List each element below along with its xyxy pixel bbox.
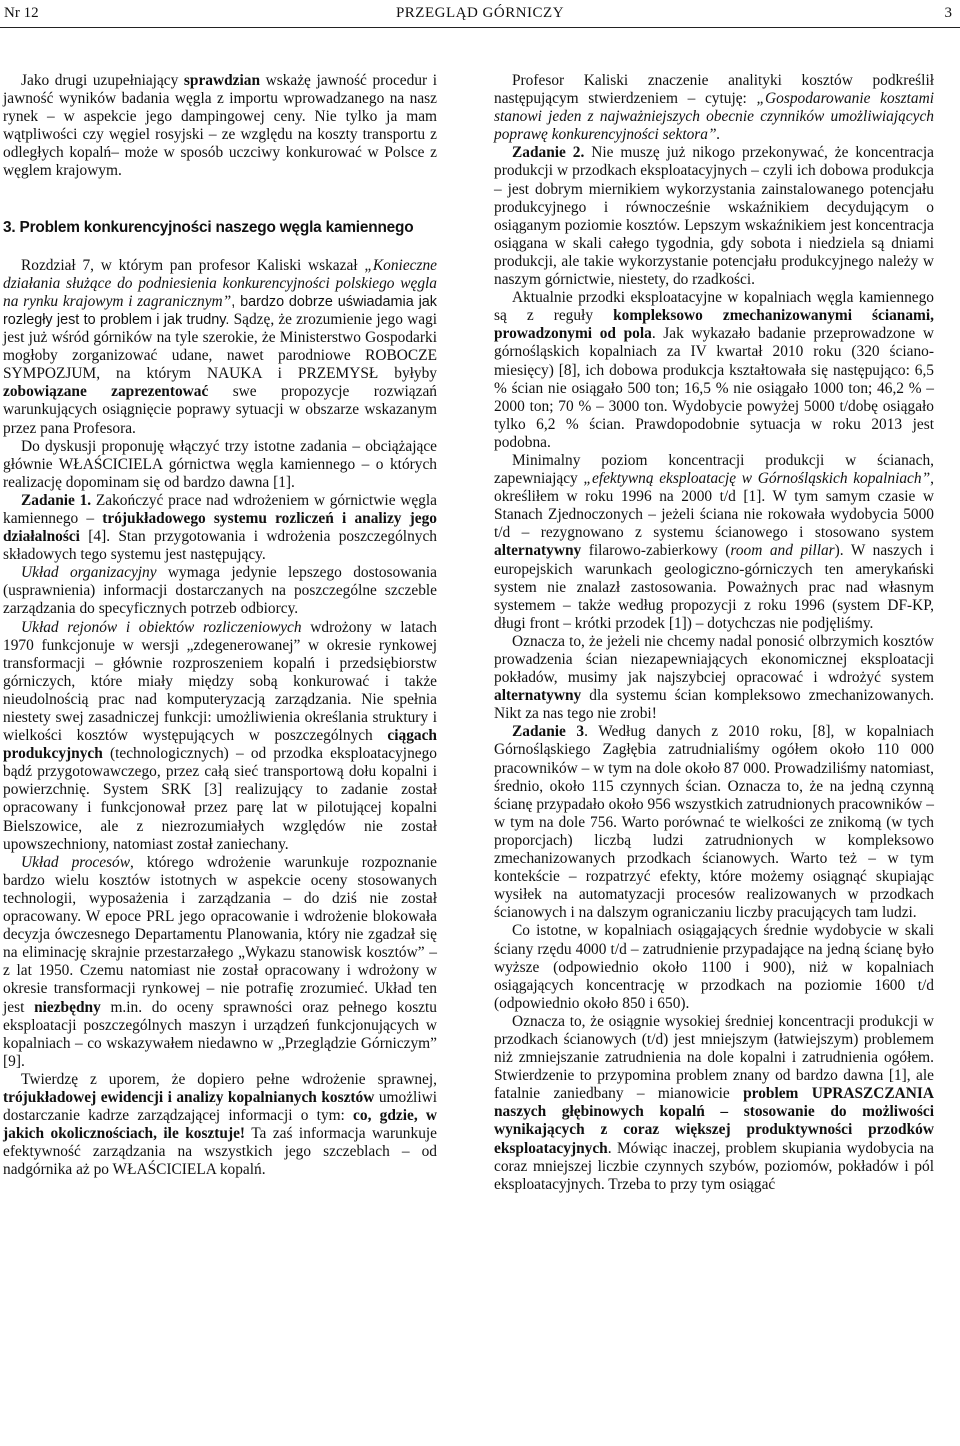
paragraph: Rozdział 7, w którym pan profesor Kaliski wskazał „Konieczne działania służące do podniesienia konkurencyjności polskiego węgla na rynku krajowym i zagranicznym”, bardzo dobrze uświadamia jak rozległy jest to problem i jak trudny. Sądzę, że zrozumienie jego wagi jest już wśród górników na tyle szerokie, że Ministerstwo Gospodarki mogłoby zorganizować udane, nawet parodniowe ROBOCZE SYMPOZJUM, na którym NAUKA i PRZEMYSŁ byłyby zobowiązane zaprezentować swe propozycje rozwiązań warunkujących osiągnięcie poprawy sytuacji w obszarze wskazanym przez pana Profesora. xyxy=(3,256,437,437)
page-number: 3 xyxy=(944,5,952,21)
paragraph: Twierdzę z uporem, że dopiero pełne wdrożenie sprawnej, trójukładowej ewidencji i analizy kopalnianych kosztów umożliwi dostarczanie kadrze zarządzającej informacji o tym: co, gdzie, w jakich okolicznościach, ile kosztuje! Ta zaś informacja warunkuje efektywność zarządzania na wszystkich jego szczeblach – od nadgórnika aż po WŁAŚCICIELA kopalń. xyxy=(3,1070,437,1179)
paragraph-task-2: Zadanie 2. Nie muszę już nikogo przekonywać, że koncentracja produkcji w przodkach eksploatacyjnych – czyli ich dobowa produkcja – jest dobrym miernikiem wykorzystania zainstalowanego potencjału produkcyjnego i równocześnie wskaźnikiem decydującym o osiąganym poziomie kosztów. Lepszym wskaźnikiem jest koncentracja osiągana w skali całego tygodnia, gdy sobota i niedziela są dniami produkcji, ale takie wykorzystanie potencjału produkcyjnego należy w naszym górnictwie, niestety, do rzadkości. xyxy=(494,144,934,289)
paragraph: Do dyskusji proponuję włączyć trzy istotne zadania – obciążające głównie WŁAŚCICIELA górnictwa węgla kamiennego – o których realizację dopominam się od bardzo dawna [1]. xyxy=(3,437,437,491)
paragraph: Układ rejonów i obiektów rozliczeniowych wdrożony w latach 1970 funkcjonuje w wersji „zdegenerowanej” w okresie rynkowej transformacji – głównie rozproszeniem kopalń i przedsiębiorstw górniczych, które miały między sobą konkurować i także nieudolnością prac nad komputeryzacją zarządzania. Nie spełnia niestety swej zasadniczej funkcji: umożliwienia określania struktury i wielkości kosztów występujących w poszczególnych ciągach produkcyjnych (technologicznych) – od przodka eksploatacyjnego bądź przygotowawczego, przez całą sieć transportową dołu kopalni i powierzchnię. System SRK [3] realizujący to zadanie został opracowany i funkcjonował przez parę lat w pilotującej kopalni Bielszowice, ale z niezrozumiałych względów nie został upowszechniony, natomiast został zaniechany. xyxy=(3,618,437,853)
paragraph-task-3: Zadanie 3. Według danych z 2010 roku, [8], w kopalniach Górnośląskiego Zagłębia zatrudnialiśmy ogółem około 110 000 pracowników – w tym na dole około 87 000. Prowadziliśmy natomiast, średnio, około 115 czynnych ścian. Oznacza to, że na jedną czynną ścianę przypadało około 956 wszystkich zatrudnionych pracowników – w tym na dole 756. Warto porównać te wielkości ze znikomą (w tych proporcjach) liczbą ludzi zatrudnionych w kompleksowo zmechanizowanych przodkach ścianowych. Warto też – w tym kontekście – rozpatrzyć efekty, które możemy osiągnąć skupiając wysiłek na automatyzacji procesów realizowanych w przodkach ścianowych i na dalszym ograniczaniu liczby pracujących tam ludzi. xyxy=(494,723,934,922)
paragraph: Co istotne, w kopalniach osiągających średnie wydobycie w skali ściany rzędu 4000 t/d – zatrudnienie przypadające na jedną ścianę było wyższe (odpowiednio około 1100 i 900), niż w kopalniach osiągających koncentrację w przodkach na poziomie 1600 t/d (odpowiednio około 850 i 650). xyxy=(494,922,934,1012)
paragraph: Oznacza to, że jeżeli nie chcemy nadal ponosić olbrzymich kosztów prowadzenia ścian niezapewniających ekonomicznej eksploatacji pokładów, musimy jak najszybciej opracować i wdrożyć system alternatywny dla systemu ścian kompleksowo zmechanizowanych. Nikt za nas tego nie zrobi! xyxy=(494,632,934,723)
left-column xyxy=(3,72,437,1179)
running-header xyxy=(0,0,960,28)
paragraph: Profesor Kaliski znaczenie analityki kosztów podkreślił następującym stwierdzeniem – cytuję: „Gospodarowanie kosztami stanowi jeden z najważniejszych obecnie czynników umożliwiających poprawę konkurencyjności sektora”. xyxy=(494,72,934,144)
paragraph: Aktualnie przodki eksploatacyjne w kopalniach węgla kamiennego są z reguły kompleksowo zmechanizowanymi ścianami, prowadzonymi od pola. Jak wykazało badanie przeprowadzone w górnośląskich kopalniach za IV kwartał 2010 roku (320 ściano-miesięcy) [8], ich dobowa produkcja kształtowała się następująco: 6,5 % ścian nie osiągało 500 ton; 16,5 % nie osiągało 1000 ton; 46,2 % – 2000 ton; 70 % – 3000 ton. Wydobycie powyżej 5000 t/dobę osiągało tylko 6,2 % ścian. Prawdopodobnie sytuacja w roku 2013 jest podobna. xyxy=(494,289,934,451)
right-column xyxy=(494,72,934,1194)
paragraph: Układ procesów, którego wdrożenie warunkuje rozpoznanie bardzo wielu kosztów istotnych w aspekcie oceny stosowanych technologii, wyposażenia i zarządzania – do dziś nie został opracowany. W epoce PRL jego opracowanie i wdrożenie blokowała decyzja ówczesnego Departamentu Planowania, który nie zgadzał się na eliminację skrajnie przestarzałego „Wykazu stanowisk kosztów” – z lat 1950. Czemu natomiast nie został opracowany i wdrożony w okresie transformacji rynkowej – nie potrafię zrozumieć. Układ ten jest niezbędny m.in. do oceny sprawności oraz pełnego kosztu eksploatacji poszczególnych maszyn i urządzeń funkcjonujących w kopalniach – co wskazywałem niedawno w „Przeglądzie Górniczym” [9]. xyxy=(3,853,437,1070)
section-heading: 3. Problem konkurencyjności naszego węgla kamiennego xyxy=(3,218,414,236)
journal-title: PRZEGLĄD GÓRNICZY xyxy=(395,5,565,21)
intro-paragraph: Jako drugi uzupełniający sprawdzian wskażę jawność procedur i jawność wyników badania węgla z importu wprowadzanego na nasz rynek – w aspekcie jego dampingowej ceny. Nie tylko ja mam wątpliwości czy węgiel rosyjski – ze względu na koszty transportu z odległych kopalń– może w sposób uczciwy konkurować w Polsce z węglem krajowym. xyxy=(3,72,438,180)
paragraph: Minimalny poziom koncentracji produkcji w ścianach, zapewniający „efektywną eksploatację w Górnośląskich kopalniach”, określiłem w roku 1996 na 2000 t/d [1]. W tym samym czasie w Stanach Zjednoczonych – jeżeli ściana nie rokowała wydobycia 5000 t/d – rezygnowano z systemu ścianowego i stosowano system alternatywny filarowo-zabierkowy (room and pillar). W naszych i europejskich warunkach geologiczno-górniczych ten amerykański system nie znalazł zastosowania. Poważnych prac nad własnym systemem – także według propozycji z roku 1996 (system DF-KP, długi front – krótki przodek [1]) – dotychczas nie podjęliśmy. xyxy=(494,451,934,632)
paragraph: Układ organizacyjny wymaga jedynie lepszego dostosowania (usprawnienia) informacji dostarczanych na poszczególne szczeble zarządzania do specyficznych potrzeb odbiorcy. xyxy=(3,564,437,618)
issue-number: Nr 12 xyxy=(4,5,39,21)
paragraph-task-1: Zadanie 1. Zakończyć prace nad wdrożeniem w górnictwie węgla kamiennego – trójukładowego systemu rozliczeń i analizy jego działalności [4]. Stan przygotowania i wdrożenia poszczególnych składowych tego systemu jest następujący. xyxy=(3,491,437,564)
paragraph: Oznacza to, że osiągnie wysokiej średniej koncentracji produkcji w przodkach ścianowych (t/d) jest mniejszym (łatwiejszym) problemem niż zmniejszanie zatrudnienia na dole kopalni i zatrudnienia ogółem. Stwierdzenie to przypomina problem znany od bardzo dawna [1], ale fatalnie zaniedbany – mianowicie problem UPRASZCZANIA naszych głębinowych kopalń – stosowanie do możliwości wynikających z coraz większej produktywności przodków eksploatacyjnych. Mówiąc inaczej, problem skupiania wydobycia na coraz mniejszej liczbie czynnych szybów, poziomów, pokładów i pól eksploatacyjnych. Trzeba to przy tym osiągać xyxy=(494,1012,934,1193)
header-rule xyxy=(0,27,960,28)
